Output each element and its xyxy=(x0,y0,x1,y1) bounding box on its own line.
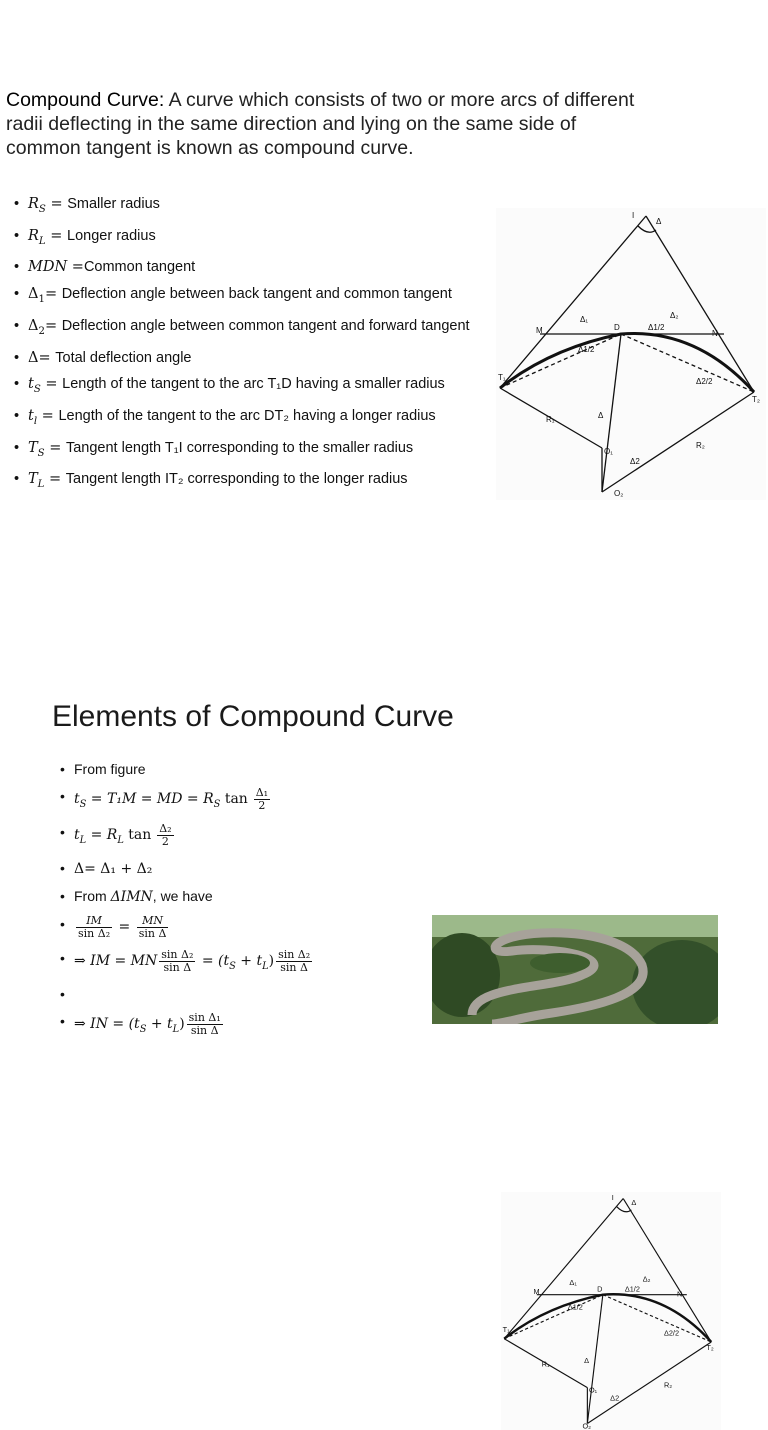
element-item: • $t_L = R_L$ tan $\frac{\text{Δ₂}}{2}$ xyxy=(52,823,422,850)
label-delta2-bottom: Δ2 xyxy=(630,457,640,466)
label-t2: T₂ xyxy=(752,395,760,404)
definition-item: • $R_S$ = Smaller radius xyxy=(6,196,501,218)
intro-paragraph xyxy=(6,88,646,160)
winding-road-aerial-photo xyxy=(432,915,718,1024)
label-r1: R₁ xyxy=(546,415,555,424)
definition-item: • $T_L$ = Tangent length IT₂ corresponding to the longer radius xyxy=(6,471,501,493)
label-t2: T₂ xyxy=(706,1343,714,1353)
intro-text: A curve which consists of two or more arcs of different radii deflecting in the same direction and lying on the same side of common tangent is known as compound curve. xyxy=(6,89,635,159)
label-delta1-half-arc: Δ1/2 xyxy=(567,1302,583,1312)
label-delta1-half-top: Δ1/2 xyxy=(624,1284,640,1294)
element-item: • From ΔIMN, we have xyxy=(52,887,422,906)
label-delta1-half-arc: Δ1/2 xyxy=(578,345,595,354)
elements-list xyxy=(52,760,422,1048)
label-delta2-bottom: Δ2 xyxy=(610,1393,620,1403)
label-o2: O₂ xyxy=(582,1421,592,1430)
element-item: • ⇒ IN = $(t_S + t_L)$ $\frac{\text{sin Δ₁}}{\text{sin Δ}}$ xyxy=(52,1012,422,1039)
label-n: N xyxy=(712,329,718,338)
label-o1: O₁ xyxy=(588,1385,598,1395)
label-angle-i: Δ xyxy=(656,217,662,226)
label-m: M xyxy=(536,326,543,335)
label-delta-mid: Δ xyxy=(584,1356,590,1366)
definition-item: • Δ= Total deflection angle xyxy=(6,350,501,367)
label-delta1-half-top: Δ1/2 xyxy=(648,323,665,332)
element-item: • $\frac{IM}{\text{sin Δ₂}}$ = $\frac{MN}{\text{sin Δ}}$ xyxy=(52,915,422,940)
element-item: • ⇒ IM = MN $\frac{\text{sin Δ₂}}{\text{sin Δ}}$ = $(t_S + t_L)$ $\frac{\text{sin Δ₂}}{\text{sin Δ}}$ xyxy=(52,949,422,976)
definition-item: • $\Delta_2=$ Deflection angle between common tangent and forward tangent xyxy=(6,318,501,340)
label-delta-mid: Δ xyxy=(598,411,604,420)
diagram-svg xyxy=(496,208,766,500)
label-t1: T₁ xyxy=(502,1325,510,1335)
slide-2-heading: Elements of Compound Curve xyxy=(52,700,454,733)
label-t1: T₁ xyxy=(498,373,506,382)
label-o1: O₁ xyxy=(604,447,613,456)
label-n: N xyxy=(677,1289,683,1299)
label-r2: R₂ xyxy=(696,441,705,450)
element-item: • Δ= Δ₁ + Δ₂ xyxy=(52,859,422,878)
slide-2 xyxy=(0,512,768,1430)
label-angle-i: Δ xyxy=(631,1198,637,1208)
label-i: I xyxy=(611,1193,614,1203)
definition-item: • $t_S$ = Length of the tangent to the arc T₁D having a smaller radius xyxy=(6,376,501,398)
slide-1 xyxy=(0,0,768,512)
label-i: I xyxy=(632,211,635,220)
label-delta2: Δ₂ xyxy=(670,311,679,320)
definition-item: • MDN =Common tangent xyxy=(6,259,501,276)
definition-item: • $T_S$ = Tangent length T₁I corresponding to the smaller radius xyxy=(6,440,501,462)
definitions-list xyxy=(6,196,501,503)
label-delta1: Δ₁ xyxy=(580,315,589,324)
label-r1: R₁ xyxy=(541,1359,550,1369)
photo-svg xyxy=(432,915,718,1024)
definition-item: • $R_L$ = Longer radius xyxy=(6,228,501,250)
compound-curve-diagram-small xyxy=(500,1192,722,1430)
label-delta1: Δ₁ xyxy=(569,1277,577,1287)
definition-item: • $\Delta_1=$ Deflection angle between back tangent and common tangent xyxy=(6,286,501,308)
element-item-empty xyxy=(52,985,422,1003)
label-delta2: Δ₂ xyxy=(642,1274,651,1284)
label-d: D xyxy=(597,1284,603,1294)
definition-item: • $t_l$ = Length of the tangent to the arc DT₂ having a longer radius xyxy=(6,408,501,430)
label-m: M xyxy=(533,1286,540,1296)
label-r2: R₂ xyxy=(663,1380,673,1390)
compound-curve-diagram xyxy=(496,208,766,500)
photo-center-trees xyxy=(530,953,590,973)
element-item: • $t_S = T_1M$ = MD = $R_S$ tan $\frac{\text{Δ₁}}{2}$ xyxy=(52,787,422,814)
intro-term: Compound Curve: xyxy=(6,89,165,111)
element-item: • From figure xyxy=(52,760,422,778)
label-delta2-half: Δ2/2 xyxy=(696,377,713,386)
label-o2: O₂ xyxy=(614,489,624,498)
label-d: D xyxy=(614,323,620,332)
diagram-small-svg xyxy=(500,1192,722,1430)
label-delta2-half: Δ2/2 xyxy=(663,1328,680,1338)
